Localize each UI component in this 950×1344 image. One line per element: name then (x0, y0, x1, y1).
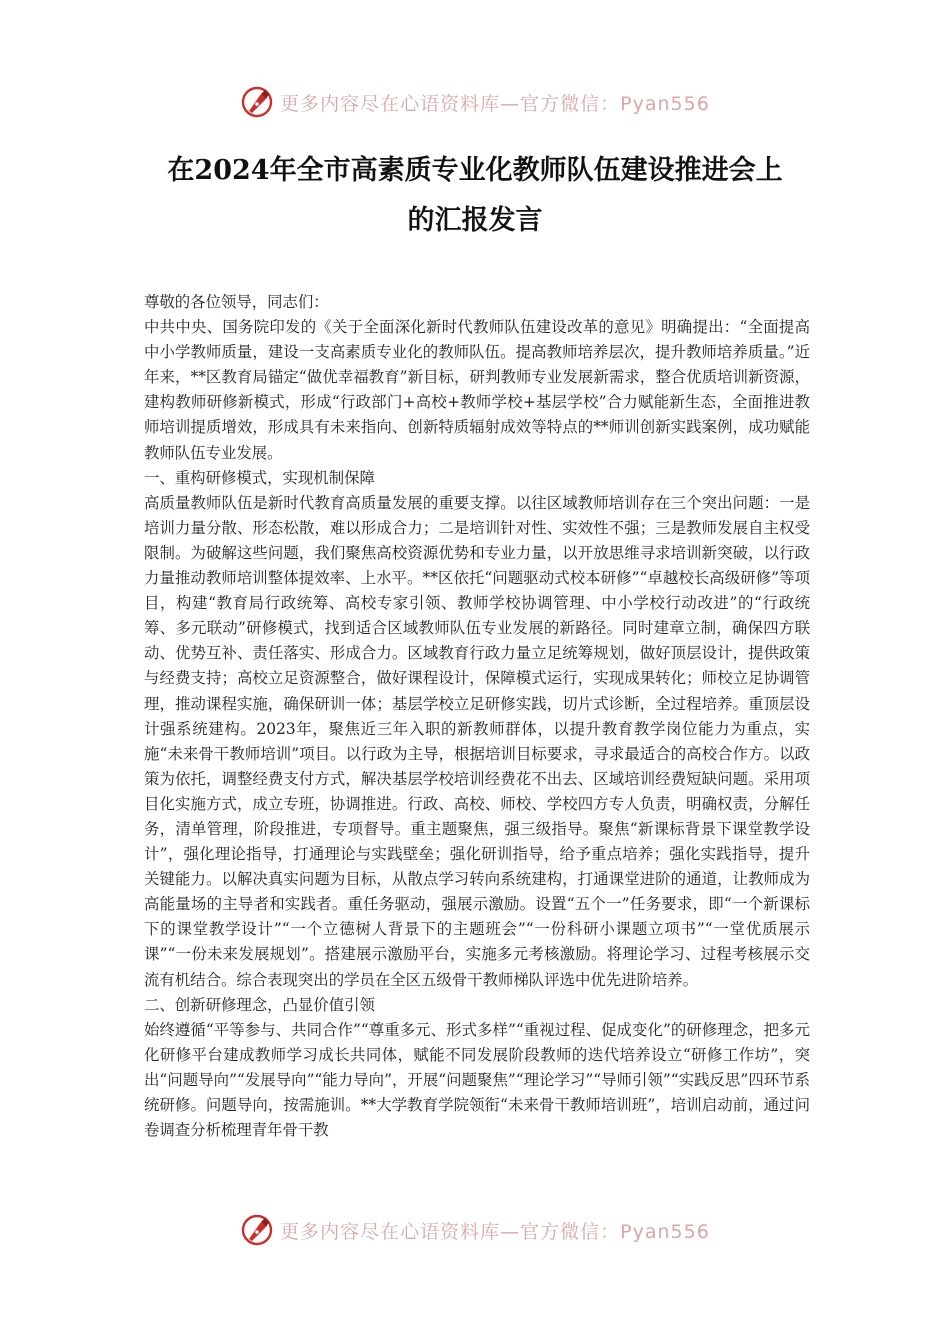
watermark-text: 更多内容尽在心语资料库—官方微信：Pyan556 (280, 1220, 710, 1243)
watermark-banner-top (0, 80, 950, 124)
pen-nib-logo-icon (240, 1213, 274, 1247)
intro-paragraph: 中共中央、国务院印发的《关于全面深化新时代教师队伍建设改革的意见》明确提出：“全面提高中小学教师质量，建设一支高素质专业化的教师队伍。提高教师培养层次，提升教师培养质量。”近年来，**区教育局锚定“做优幸福教育”新目标，研判教师专业发展新需求，整合优质培训新资源，建构教师研修新模式，形成“行政部门+高校+教师学校+基层学校”合力赋能新生态，全面推进教师培训提质增效，形成具有未来指向、创新特质辐射成效等特点的**师训创新实践案例，成功赋能教师队伍专业发展。 (144, 318, 810, 462)
section-2-paragraph: 始终遵循“平等参与、共同合作”“尊重多元、形式多样”“重视过程、促成变化”的研修理念，把多元化研修平台建成教师学习成长共同体，赋能不同发展阶段教师的迭代培养设立“研修工作坊”，突出“问题导向”“发展导向”“能力导向”，开展“问题聚焦”“理论学习”“导师引领”“实践反思”四环节系统研修。问题导向，按需施训。**大学教育学院领衔“未来骨干教师培训班”，培训启动前，通过问卷调查分析梳理青年骨干教 (144, 1020, 810, 1140)
section-1-paragraph: 高质量教师队伍是新时代教育高质量发展的重要支撑。以往区域教师培训存在三个突出问题：一是培训力量分散、形态松散，难以形成合力；二是培训针对性、实效性不强；三是教师发展自主权受限制。为破解这些问题，我们聚焦高校资源优势和专业力量，以开放思维寻求培训新突破，以行政力量推动教师培训整体提效率、上水平。**区依托“问题驱动式校本研修”“卓越校长高级研修”等项目，构建“教育局行政统筹、高校专家引领、教师学校协调管理、中小学校行动改进”的“行政统筹、多元联动”研修模式，找到适合区域教师队伍专业发展的新路径。同时建章立制，确保四方联动、优势互补、责任落实、形成合力。区域教育行政力量立足统筹规划，做好顶层设计，提供政策与经费支持；高校立足资源整合，做好课程设计，保障模式运行，实现成果转化；师校立足协调管理，推动课程实施，确保研训一体；基层学校立足研修实践，切片式诊断，全过程培养。重顶层设计强系统建构。2023年，聚焦近三年入职的新教师群体，以提升教育教学岗位能力为重点，实施“未来骨干教师培训”项目。以行政为主导，根据培训目标要求，寻求最适合的高校合作方。以政策为依托，调整经费支付方式，解决基层学校培训经费花不出去、区域培训经费短缺问题。采用项目化实施方式，成立专班，协调推进。行政、高校、师校、学校四方专人负责，明确权责，分解任务，清单管理，阶段推进，专项督导。重主题聚焦，强三级指导。聚焦“新课标背景下课堂教学设计”，强化理论指导，打通理论与实践壁垒；强化研训指导，给予重点培养；强化实践指导，提升关键能力。以解决真实问题为目标，从散点学习转向系统建构，打通课堂进阶的通道，让教师成为高能量场的主导者和实践者。重任务驱动，强展示激励。设置“五个一”任务要求，即“一个新课标下的课堂教学设计”“一个立德树人背景下的主题班会”“一份科研小课题立项书”“一堂优质展示课”“一份未来发展规划”。搭建展示激励平台，实施多元考核激励。将理论学习、过程考核展示交流有机结合。综合表现突出的学员在全区五级骨干教师梯队评选中优先进阶培养。 (144, 493, 810, 989)
pen-nib-logo-icon (240, 85, 274, 119)
title-line-2: 的汇报发言 (407, 205, 543, 236)
title-line-1: 在2024年全市高素质专业化教师队伍建设推进会上 (167, 155, 783, 186)
section-heading-2: 二、创新研修理念，凸显价值引领 (144, 995, 375, 1014)
salutation: 尊敬的各位领导，同志们： (144, 293, 329, 311)
watermark-text: 更多内容尽在心语资料库—官方微信：Pyan556 (280, 92, 710, 115)
watermark-banner-bottom (0, 1208, 950, 1252)
document-title (120, 146, 830, 246)
section-heading-1: 一、重构研修模式，实现机制保障 (144, 468, 375, 487)
document-body (144, 290, 810, 1143)
